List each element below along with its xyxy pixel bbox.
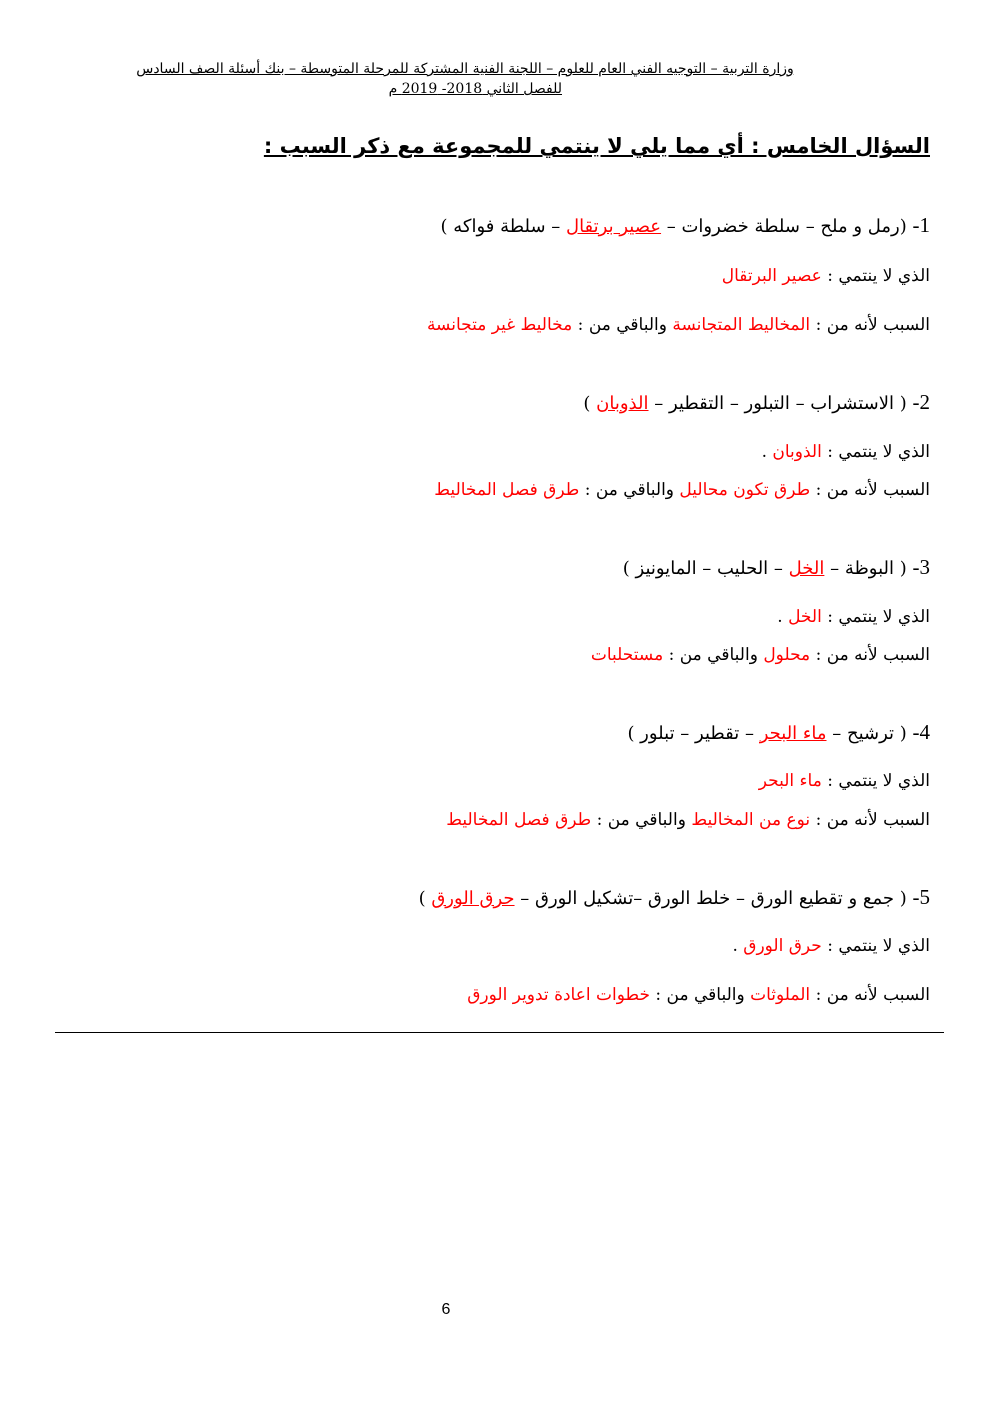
reason-prefix: السبب لأنه من [826,315,930,335]
question-1-rest: مخاليط غير متجانسة [426,315,573,335]
reason-prefix: السبب لأنه من [826,645,930,665]
rest-prefix: والباقي من [595,480,674,500]
question-4-answer-highlight: ماء البحر [759,723,827,744]
question-2-answer-highlight: الذوبان [596,393,649,414]
question-2-part-a: ( الاستشراب – التبلور – التقطير – [648,393,907,414]
question-2-number: 2- [912,390,930,414]
question-2-reason: طرق تكون محاليل [679,480,811,500]
question-3-part-c: – الحليب – المايونيز ) [622,558,789,579]
rest-prefix: والباقي من [588,315,667,335]
reason-prefix: السبب لأنه من [826,480,930,500]
question-5-answer-highlight: حرق الورق [431,888,515,909]
question-4-reason-line [446,810,930,830]
reason-prefix: السبب لأنه من [826,810,930,830]
question-2-odd-line [762,442,930,462]
dot: . [732,936,738,956]
question-3 [623,555,930,580]
page-header-term: للفصل الثاني 2018- 2019 م [388,81,562,97]
question-4-rest: طرق فصل المخاليط [446,810,592,830]
reason-prefix: السبب لأنه من [826,985,930,1005]
question-4-odd-answer: ماء البحر [758,771,822,791]
question-1-reason-line [427,315,930,335]
question-2 [583,390,930,415]
odd-prefix: الذي لا ينتمي [838,771,930,791]
colon: : [584,480,591,500]
question-1 [440,213,930,238]
question-5-number: 5- [912,885,930,909]
odd-prefix: الذي لا ينتمي [838,266,930,286]
colon: : [827,442,833,462]
colon: : [815,645,822,665]
question-3-reason-line [591,645,930,665]
colon: : [815,810,822,830]
colon: : [827,771,833,791]
question-4-part-c: – تقطير – تبلور ) [627,723,760,744]
question-4-part-a: ( ترشيح – [826,723,907,744]
odd-prefix: الذي لا ينتمي [838,442,930,462]
question-5-part-c: ) [418,888,432,909]
page-header: وزارة التربية – التوجيه الفني العام للعلوم – اللجنة الفنية المشتركة للمرحلة المتوسطة – بنك أسئلة الصف السادس [136,61,794,77]
question-3-odd-line [777,607,930,627]
question-4-number: 4- [912,720,930,744]
question-3-odd-answer: الخل [788,607,822,627]
question-5-reason-line [467,985,930,1005]
question-3-part-a: ( البوظة – [824,558,907,579]
question-3-rest: مستحلبات [590,645,664,665]
question-5-reason: الملوثات [750,985,811,1005]
odd-prefix: الذي لا ينتمي [838,936,930,956]
question-2-reason-line [434,480,930,500]
colon: : [815,985,822,1005]
question-1-number: 1- [912,213,930,237]
dot: . [777,607,783,627]
question-2-part-c: ) [583,393,597,414]
question-2-odd-answer: الذوبان [772,442,822,462]
question-3-answer-highlight: الخل [788,558,825,579]
colon: : [655,985,662,1005]
question-1-part-c: – سلطة فواكه ) [440,216,566,237]
section-title: السؤال الخامس : أي مما يلي لا ينتمي للمجموعة مع ذكر السبب : [263,134,930,158]
colon: : [577,315,584,335]
question-5-rest: خطوات اعادة تدوير الورق [467,985,650,1005]
question-4-reason: نوع من المخاليط [691,810,811,830]
colon: : [668,645,675,665]
colon: : [827,607,833,627]
question-4 [627,720,930,745]
question-1-odd-line [722,266,930,286]
question-1-reason: المخاليط المتجانسة [672,315,811,335]
colon: : [827,936,833,956]
dot: . [761,442,767,462]
rest-prefix: والباقي من [607,810,686,830]
question-5-odd-line [732,936,930,956]
colon: : [815,315,822,335]
question-5 [419,885,930,910]
question-1-part-a: (رمل و ملح – سلطة خضروات – [661,216,907,237]
footer-divider [55,1032,944,1033]
rest-prefix: والباقي من [666,985,745,1005]
colon: : [815,480,822,500]
question-1-answer-highlight: عصير برتقال [565,216,662,237]
question-4-odd-line [759,771,930,791]
question-3-reason: محلول [763,645,811,665]
question-5-part-a: ( جمع و تقطيع الورق – خلط الورق –تشكيل الورق – [514,888,907,909]
question-3-number: 3- [912,555,930,579]
question-2-rest: طرق فصل المخاليط [434,480,580,500]
rest-prefix: والباقي من [679,645,758,665]
colon: : [827,266,833,286]
odd-prefix: الذي لا ينتمي [838,607,930,627]
question-5-odd-answer: حرق الورق [743,936,822,956]
page-number: 6 [441,1301,451,1318]
question-1-odd-answer: عصير البرتقال [721,266,822,286]
colon: : [596,810,603,830]
